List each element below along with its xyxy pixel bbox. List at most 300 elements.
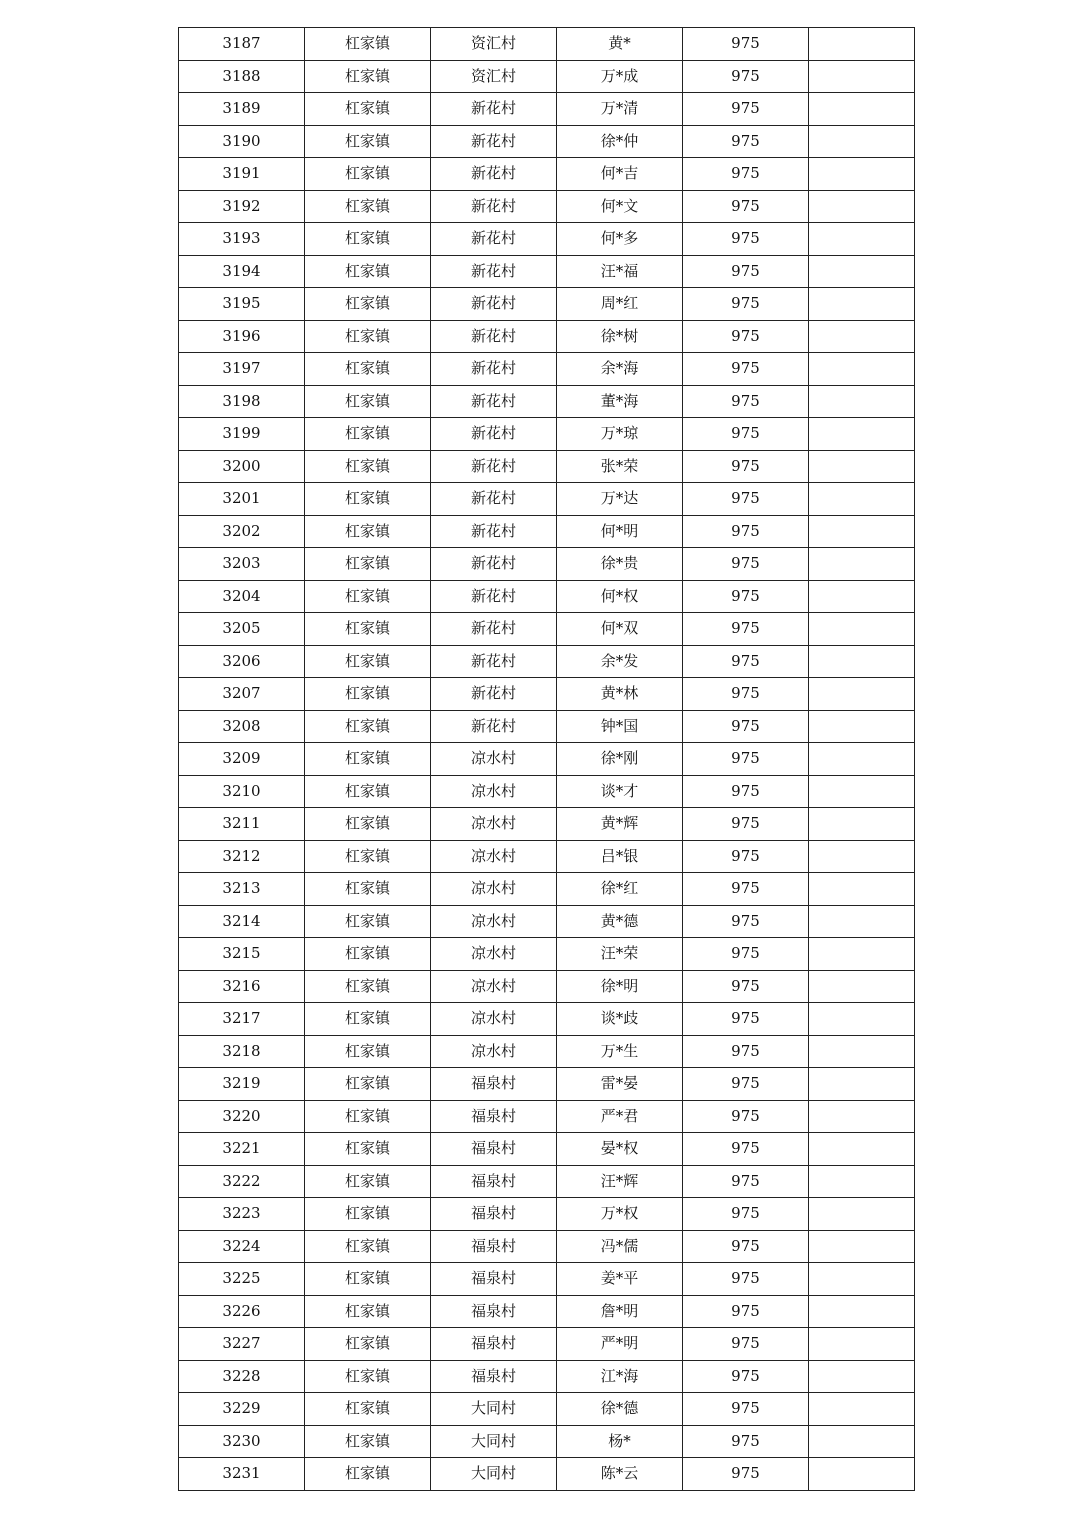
row-number: 3199 — [179, 418, 305, 451]
name-cell: 晏*权 — [557, 1133, 683, 1166]
row-number: 3190 — [179, 125, 305, 158]
town-cell: 杠家镇 — [305, 1003, 431, 1036]
row-number: 3207 — [179, 678, 305, 711]
table-row — [179, 320, 915, 353]
town-cell: 杠家镇 — [305, 548, 431, 581]
row-number: 3230 — [179, 1425, 305, 1458]
note-cell — [809, 840, 915, 873]
note-cell — [809, 515, 915, 548]
table-row — [179, 1458, 915, 1491]
note-cell — [809, 580, 915, 613]
table-row — [179, 710, 915, 743]
village-cell: 凉水村 — [431, 1035, 557, 1068]
table-row — [179, 938, 915, 971]
village-cell: 大同村 — [431, 1425, 557, 1458]
amount-cell: 975 — [683, 808, 809, 841]
town-cell: 杠家镇 — [305, 1165, 431, 1198]
note-cell — [809, 483, 915, 516]
amount-cell: 975 — [683, 385, 809, 418]
village-cell: 福泉村 — [431, 1198, 557, 1231]
note-cell — [809, 1328, 915, 1361]
town-cell: 杠家镇 — [305, 60, 431, 93]
name-cell: 何*吉 — [557, 158, 683, 191]
town-cell: 杠家镇 — [305, 125, 431, 158]
town-cell: 杠家镇 — [305, 1230, 431, 1263]
amount-cell: 975 — [683, 1068, 809, 1101]
row-number: 3202 — [179, 515, 305, 548]
name-cell: 万*生 — [557, 1035, 683, 1068]
note-cell — [809, 158, 915, 191]
row-number: 3226 — [179, 1295, 305, 1328]
note-cell — [809, 1393, 915, 1426]
town-cell: 杠家镇 — [305, 1198, 431, 1231]
town-cell: 杠家镇 — [305, 320, 431, 353]
name-cell: 徐*明 — [557, 970, 683, 1003]
amount-cell: 975 — [683, 320, 809, 353]
name-cell: 谈*才 — [557, 775, 683, 808]
town-cell: 杠家镇 — [305, 970, 431, 1003]
note-cell — [809, 1198, 915, 1231]
village-cell: 新花村 — [431, 158, 557, 191]
note-cell — [809, 1003, 915, 1036]
village-cell: 福泉村 — [431, 1295, 557, 1328]
village-cell: 新花村 — [431, 93, 557, 126]
town-cell: 杠家镇 — [305, 93, 431, 126]
name-cell: 汪*福 — [557, 255, 683, 288]
row-number: 3222 — [179, 1165, 305, 1198]
town-cell: 杠家镇 — [305, 1035, 431, 1068]
amount-cell: 975 — [683, 1198, 809, 1231]
row-number: 3215 — [179, 938, 305, 971]
name-cell: 万*琼 — [557, 418, 683, 451]
name-cell: 何*明 — [557, 515, 683, 548]
note-cell — [809, 1165, 915, 1198]
village-cell: 福泉村 — [431, 1360, 557, 1393]
note-cell — [809, 320, 915, 353]
roster-table — [178, 27, 915, 1491]
table-row — [179, 1360, 915, 1393]
amount-cell: 975 — [683, 1458, 809, 1491]
table-row — [179, 1328, 915, 1361]
row-number: 3219 — [179, 1068, 305, 1101]
amount-cell: 975 — [683, 710, 809, 743]
village-cell: 凉水村 — [431, 938, 557, 971]
row-number: 3210 — [179, 775, 305, 808]
name-cell: 黄* — [557, 28, 683, 61]
row-number: 3217 — [179, 1003, 305, 1036]
note-cell — [809, 1295, 915, 1328]
table-row — [179, 418, 915, 451]
amount-cell: 975 — [683, 190, 809, 223]
town-cell: 杠家镇 — [305, 255, 431, 288]
amount-cell: 975 — [683, 840, 809, 873]
name-cell: 雷*晏 — [557, 1068, 683, 1101]
table-row — [179, 580, 915, 613]
row-number: 3197 — [179, 353, 305, 386]
row-number: 3192 — [179, 190, 305, 223]
village-cell: 福泉村 — [431, 1100, 557, 1133]
town-cell: 杠家镇 — [305, 678, 431, 711]
note-cell — [809, 743, 915, 776]
village-cell: 新花村 — [431, 320, 557, 353]
name-cell: 万*达 — [557, 483, 683, 516]
amount-cell: 975 — [683, 255, 809, 288]
table-row — [179, 288, 915, 321]
town-cell: 杠家镇 — [305, 1458, 431, 1491]
village-cell: 新花村 — [431, 710, 557, 743]
note-cell — [809, 1458, 915, 1491]
town-cell: 杠家镇 — [305, 1360, 431, 1393]
row-number: 3194 — [179, 255, 305, 288]
amount-cell: 975 — [683, 580, 809, 613]
town-cell: 杠家镇 — [305, 28, 431, 61]
table-row — [179, 775, 915, 808]
amount-cell: 975 — [683, 743, 809, 776]
village-cell: 新花村 — [431, 385, 557, 418]
village-cell: 新花村 — [431, 645, 557, 678]
amount-cell: 975 — [683, 1133, 809, 1166]
name-cell: 徐*贵 — [557, 548, 683, 581]
row-number: 3198 — [179, 385, 305, 418]
name-cell: 詹*明 — [557, 1295, 683, 1328]
table-row — [179, 515, 915, 548]
name-cell: 何*双 — [557, 613, 683, 646]
note-cell — [809, 1100, 915, 1133]
table-row — [179, 1003, 915, 1036]
village-cell: 资汇村 — [431, 60, 557, 93]
name-cell: 徐*德 — [557, 1393, 683, 1426]
table-row — [179, 905, 915, 938]
row-number: 3225 — [179, 1263, 305, 1296]
amount-cell: 975 — [683, 1100, 809, 1133]
table-row — [179, 873, 915, 906]
village-cell: 福泉村 — [431, 1133, 557, 1166]
village-cell: 凉水村 — [431, 905, 557, 938]
row-number: 3208 — [179, 710, 305, 743]
row-number: 3189 — [179, 93, 305, 126]
note-cell — [809, 905, 915, 938]
town-cell: 杠家镇 — [305, 1263, 431, 1296]
name-cell: 陈*云 — [557, 1458, 683, 1491]
village-cell: 福泉村 — [431, 1165, 557, 1198]
amount-cell: 975 — [683, 288, 809, 321]
town-cell: 杠家镇 — [305, 613, 431, 646]
name-cell: 董*海 — [557, 385, 683, 418]
amount-cell: 975 — [683, 1263, 809, 1296]
town-cell: 杠家镇 — [305, 515, 431, 548]
amount-cell: 975 — [683, 1425, 809, 1458]
table-row — [179, 548, 915, 581]
row-number: 3224 — [179, 1230, 305, 1263]
town-cell: 杠家镇 — [305, 190, 431, 223]
row-number: 3203 — [179, 548, 305, 581]
amount-cell: 975 — [683, 1393, 809, 1426]
table-row — [179, 483, 915, 516]
note-cell — [809, 678, 915, 711]
amount-cell: 975 — [683, 125, 809, 158]
note-cell — [809, 190, 915, 223]
town-cell: 杠家镇 — [305, 775, 431, 808]
table-row — [179, 190, 915, 223]
town-cell: 杠家镇 — [305, 418, 431, 451]
town-cell: 杠家镇 — [305, 905, 431, 938]
name-cell: 万*清 — [557, 93, 683, 126]
name-cell: 黄*辉 — [557, 808, 683, 841]
note-cell — [809, 1230, 915, 1263]
name-cell: 冯*儒 — [557, 1230, 683, 1263]
note-cell — [809, 873, 915, 906]
table-row — [179, 645, 915, 678]
row-number: 3231 — [179, 1458, 305, 1491]
village-cell: 凉水村 — [431, 775, 557, 808]
table-row — [179, 93, 915, 126]
row-number: 3229 — [179, 1393, 305, 1426]
name-cell: 姜*平 — [557, 1263, 683, 1296]
amount-cell: 975 — [683, 645, 809, 678]
table-row — [179, 1133, 915, 1166]
name-cell: 钟*国 — [557, 710, 683, 743]
amount-cell: 975 — [683, 938, 809, 971]
amount-cell: 975 — [683, 775, 809, 808]
row-number: 3188 — [179, 60, 305, 93]
town-cell: 杠家镇 — [305, 223, 431, 256]
village-cell: 福泉村 — [431, 1068, 557, 1101]
town-cell: 杠家镇 — [305, 353, 431, 386]
village-cell: 凉水村 — [431, 840, 557, 873]
table-row — [179, 385, 915, 418]
row-number: 3220 — [179, 1100, 305, 1133]
village-cell: 新花村 — [431, 125, 557, 158]
village-cell: 凉水村 — [431, 970, 557, 1003]
table-row — [179, 808, 915, 841]
amount-cell: 975 — [683, 905, 809, 938]
amount-cell: 975 — [683, 1003, 809, 1036]
town-cell: 杠家镇 — [305, 1295, 431, 1328]
amount-cell: 975 — [683, 873, 809, 906]
table-row — [179, 60, 915, 93]
amount-cell: 975 — [683, 223, 809, 256]
note-cell — [809, 1068, 915, 1101]
row-number: 3206 — [179, 645, 305, 678]
row-number: 3228 — [179, 1360, 305, 1393]
table-row — [179, 1165, 915, 1198]
note-cell — [809, 223, 915, 256]
village-cell: 新花村 — [431, 483, 557, 516]
table-row — [179, 1035, 915, 1068]
name-cell: 黄*德 — [557, 905, 683, 938]
row-number: 3187 — [179, 28, 305, 61]
table-row — [179, 255, 915, 288]
amount-cell: 975 — [683, 613, 809, 646]
village-cell: 新花村 — [431, 613, 557, 646]
village-cell: 资汇村 — [431, 28, 557, 61]
table-row — [179, 1393, 915, 1426]
amount-cell: 975 — [683, 970, 809, 1003]
town-cell: 杠家镇 — [305, 840, 431, 873]
town-cell: 杠家镇 — [305, 1393, 431, 1426]
note-cell — [809, 125, 915, 158]
town-cell: 杠家镇 — [305, 1100, 431, 1133]
name-cell: 杨* — [557, 1425, 683, 1458]
amount-cell: 975 — [683, 60, 809, 93]
table-row — [179, 28, 915, 61]
village-cell: 新花村 — [431, 418, 557, 451]
town-cell: 杠家镇 — [305, 483, 431, 516]
table-row — [179, 158, 915, 191]
name-cell: 周*红 — [557, 288, 683, 321]
row-number: 3209 — [179, 743, 305, 776]
village-cell: 凉水村 — [431, 1003, 557, 1036]
amount-cell: 975 — [683, 1360, 809, 1393]
town-cell: 杠家镇 — [305, 710, 431, 743]
town-cell: 杠家镇 — [305, 645, 431, 678]
row-number: 3204 — [179, 580, 305, 613]
row-number: 3205 — [179, 613, 305, 646]
village-cell: 福泉村 — [431, 1263, 557, 1296]
village-cell: 福泉村 — [431, 1230, 557, 1263]
table-row — [179, 450, 915, 483]
name-cell: 徐*仲 — [557, 125, 683, 158]
table-row — [179, 840, 915, 873]
village-cell: 新花村 — [431, 580, 557, 613]
table-row — [179, 1230, 915, 1263]
name-cell: 黄*林 — [557, 678, 683, 711]
amount-cell: 975 — [683, 1295, 809, 1328]
village-cell: 凉水村 — [431, 743, 557, 776]
name-cell: 江*海 — [557, 1360, 683, 1393]
name-cell: 余*海 — [557, 353, 683, 386]
table-row — [179, 125, 915, 158]
name-cell: 汪*荣 — [557, 938, 683, 971]
name-cell: 万*成 — [557, 60, 683, 93]
amount-cell: 975 — [683, 1165, 809, 1198]
table-row — [179, 678, 915, 711]
note-cell — [809, 418, 915, 451]
amount-cell: 975 — [683, 418, 809, 451]
note-cell — [809, 255, 915, 288]
town-cell: 杠家镇 — [305, 808, 431, 841]
note-cell — [809, 613, 915, 646]
note-cell — [809, 548, 915, 581]
row-number: 3191 — [179, 158, 305, 191]
amount-cell: 975 — [683, 1328, 809, 1361]
town-cell: 杠家镇 — [305, 450, 431, 483]
name-cell: 徐*刚 — [557, 743, 683, 776]
town-cell: 杠家镇 — [305, 1068, 431, 1101]
row-number: 3200 — [179, 450, 305, 483]
table-row — [179, 1295, 915, 1328]
name-cell: 谈*歧 — [557, 1003, 683, 1036]
row-number: 3223 — [179, 1198, 305, 1231]
village-cell: 新花村 — [431, 353, 557, 386]
note-cell — [809, 808, 915, 841]
amount-cell: 975 — [683, 678, 809, 711]
note-cell — [809, 450, 915, 483]
village-cell: 凉水村 — [431, 873, 557, 906]
table-row — [179, 1100, 915, 1133]
name-cell: 万*权 — [557, 1198, 683, 1231]
roster-body — [179, 28, 915, 1491]
note-cell — [809, 1035, 915, 1068]
village-cell: 新花村 — [431, 678, 557, 711]
village-cell: 福泉村 — [431, 1328, 557, 1361]
note-cell — [809, 1133, 915, 1166]
village-cell: 凉水村 — [431, 808, 557, 841]
town-cell: 杠家镇 — [305, 580, 431, 613]
town-cell: 杠家镇 — [305, 743, 431, 776]
row-number: 3211 — [179, 808, 305, 841]
note-cell — [809, 938, 915, 971]
note-cell — [809, 385, 915, 418]
name-cell: 严*明 — [557, 1328, 683, 1361]
note-cell — [809, 288, 915, 321]
note-cell — [809, 645, 915, 678]
amount-cell: 975 — [683, 93, 809, 126]
amount-cell: 975 — [683, 158, 809, 191]
name-cell: 汪*辉 — [557, 1165, 683, 1198]
note-cell — [809, 1425, 915, 1458]
village-cell: 新花村 — [431, 548, 557, 581]
name-cell: 徐*红 — [557, 873, 683, 906]
village-cell: 新花村 — [431, 515, 557, 548]
row-number: 3196 — [179, 320, 305, 353]
village-cell: 新花村 — [431, 190, 557, 223]
note-cell — [809, 970, 915, 1003]
table-row — [179, 613, 915, 646]
note-cell — [809, 1263, 915, 1296]
note-cell — [809, 93, 915, 126]
town-cell: 杠家镇 — [305, 1425, 431, 1458]
note-cell — [809, 710, 915, 743]
note-cell — [809, 775, 915, 808]
amount-cell: 975 — [683, 548, 809, 581]
row-number: 3201 — [179, 483, 305, 516]
name-cell: 余*发 — [557, 645, 683, 678]
town-cell: 杠家镇 — [305, 288, 431, 321]
amount-cell: 975 — [683, 28, 809, 61]
town-cell: 杠家镇 — [305, 385, 431, 418]
table-row — [179, 970, 915, 1003]
row-number: 3216 — [179, 970, 305, 1003]
town-cell: 杠家镇 — [305, 158, 431, 191]
name-cell: 何*权 — [557, 580, 683, 613]
village-cell: 大同村 — [431, 1393, 557, 1426]
amount-cell: 975 — [683, 1230, 809, 1263]
town-cell: 杠家镇 — [305, 873, 431, 906]
town-cell: 杠家镇 — [305, 938, 431, 971]
row-number: 3193 — [179, 223, 305, 256]
note-cell — [809, 28, 915, 61]
village-cell: 新花村 — [431, 223, 557, 256]
name-cell: 何*多 — [557, 223, 683, 256]
amount-cell: 975 — [683, 450, 809, 483]
row-number: 3212 — [179, 840, 305, 873]
name-cell: 何*文 — [557, 190, 683, 223]
table-row — [179, 1068, 915, 1101]
name-cell: 徐*树 — [557, 320, 683, 353]
amount-cell: 975 — [683, 353, 809, 386]
row-number: 3218 — [179, 1035, 305, 1068]
village-cell: 新花村 — [431, 450, 557, 483]
name-cell: 张*荣 — [557, 450, 683, 483]
note-cell — [809, 1360, 915, 1393]
note-cell — [809, 353, 915, 386]
table-row — [179, 223, 915, 256]
table-row — [179, 1425, 915, 1458]
row-number: 3227 — [179, 1328, 305, 1361]
row-number: 3213 — [179, 873, 305, 906]
amount-cell: 975 — [683, 515, 809, 548]
